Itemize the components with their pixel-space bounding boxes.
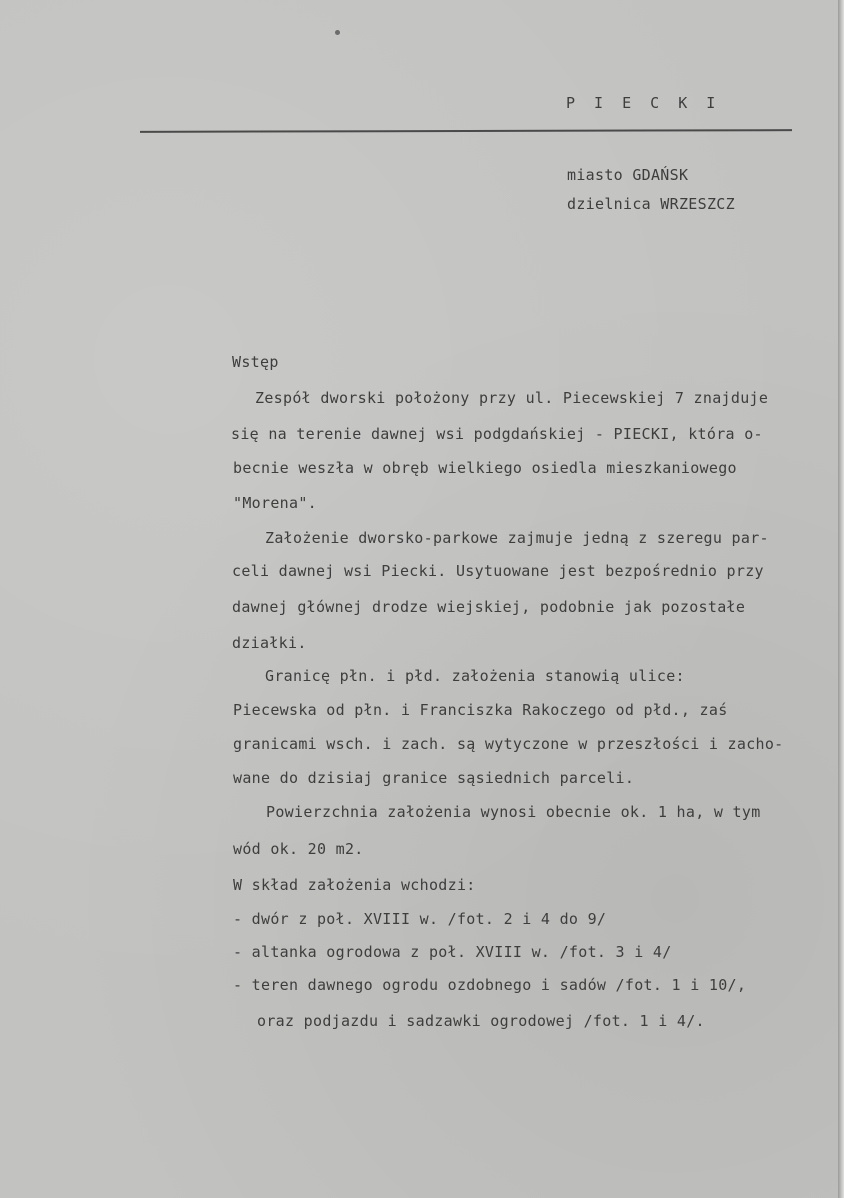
text-line: wane do dzisiaj granice sąsiednich parceli. (233, 769, 635, 787)
text-line: becnie weszła w obręb wielkiego osiedla mieszkaniowego (233, 459, 737, 477)
page-edge (838, 0, 844, 1198)
text-line: "Morena". (233, 494, 317, 512)
text-line: wód ok. 20 m2. (233, 840, 364, 858)
list-item: - dwór z poł. XVIII w. /fot. 2 i 4 do 9/ (233, 910, 607, 928)
section-heading: Wstęp (232, 353, 279, 371)
text-line: W skład założenia wchodzi: (233, 876, 476, 894)
punch-mark (335, 30, 340, 35)
text-line: celi dawnej wsi Piecki. Usytuowane jest bezpośrednio przy (232, 562, 764, 580)
text-line: Piecewska od płn. i Franciszka Rakoczego od płd., zaś (233, 701, 728, 719)
list-item: - altanka ogrodowa z poł. XVIII w. /fot. 3 i 4/ (233, 943, 672, 961)
text-line: dawnej głównej drodze wiejskiej, podobnie jak pozostałe (232, 598, 746, 616)
text-line: działki. (232, 634, 307, 652)
text-line: Zespół dworski położony przy ul. Piecewskiej 7 znajduje (255, 389, 769, 407)
list-item-continuation: oraz podjazdu i sadzawki ogrodowej /fot. 1 i 4/. (257, 1012, 705, 1030)
text-line: Granicę płn. i płd. założenia stanowią ulice: (265, 667, 685, 685)
title-underline (140, 129, 792, 133)
text-line: Założenie dworsko-parkowe zajmuje jedną z szeregu par- (265, 529, 769, 547)
text-line: Powierzchnia założenia wynosi obecnie ok. 1 ha, w tym (266, 803, 761, 821)
document-title: P I E C K I (566, 94, 721, 112)
district-line: dzielnica WRZESZCZ (567, 195, 735, 213)
city-line: miasto GDAŃSK (567, 166, 689, 184)
text-line: granicami wsch. i zach. są wytyczone w przeszłości i zacho- (233, 735, 784, 753)
text-line: się na terenie dawnej wsi podgdańskiej - PIECKI, która o- (231, 425, 763, 443)
list-item: - teren dawnego ogrodu ozdobnego i sadów /fot. 1 i 10/, (233, 976, 747, 994)
